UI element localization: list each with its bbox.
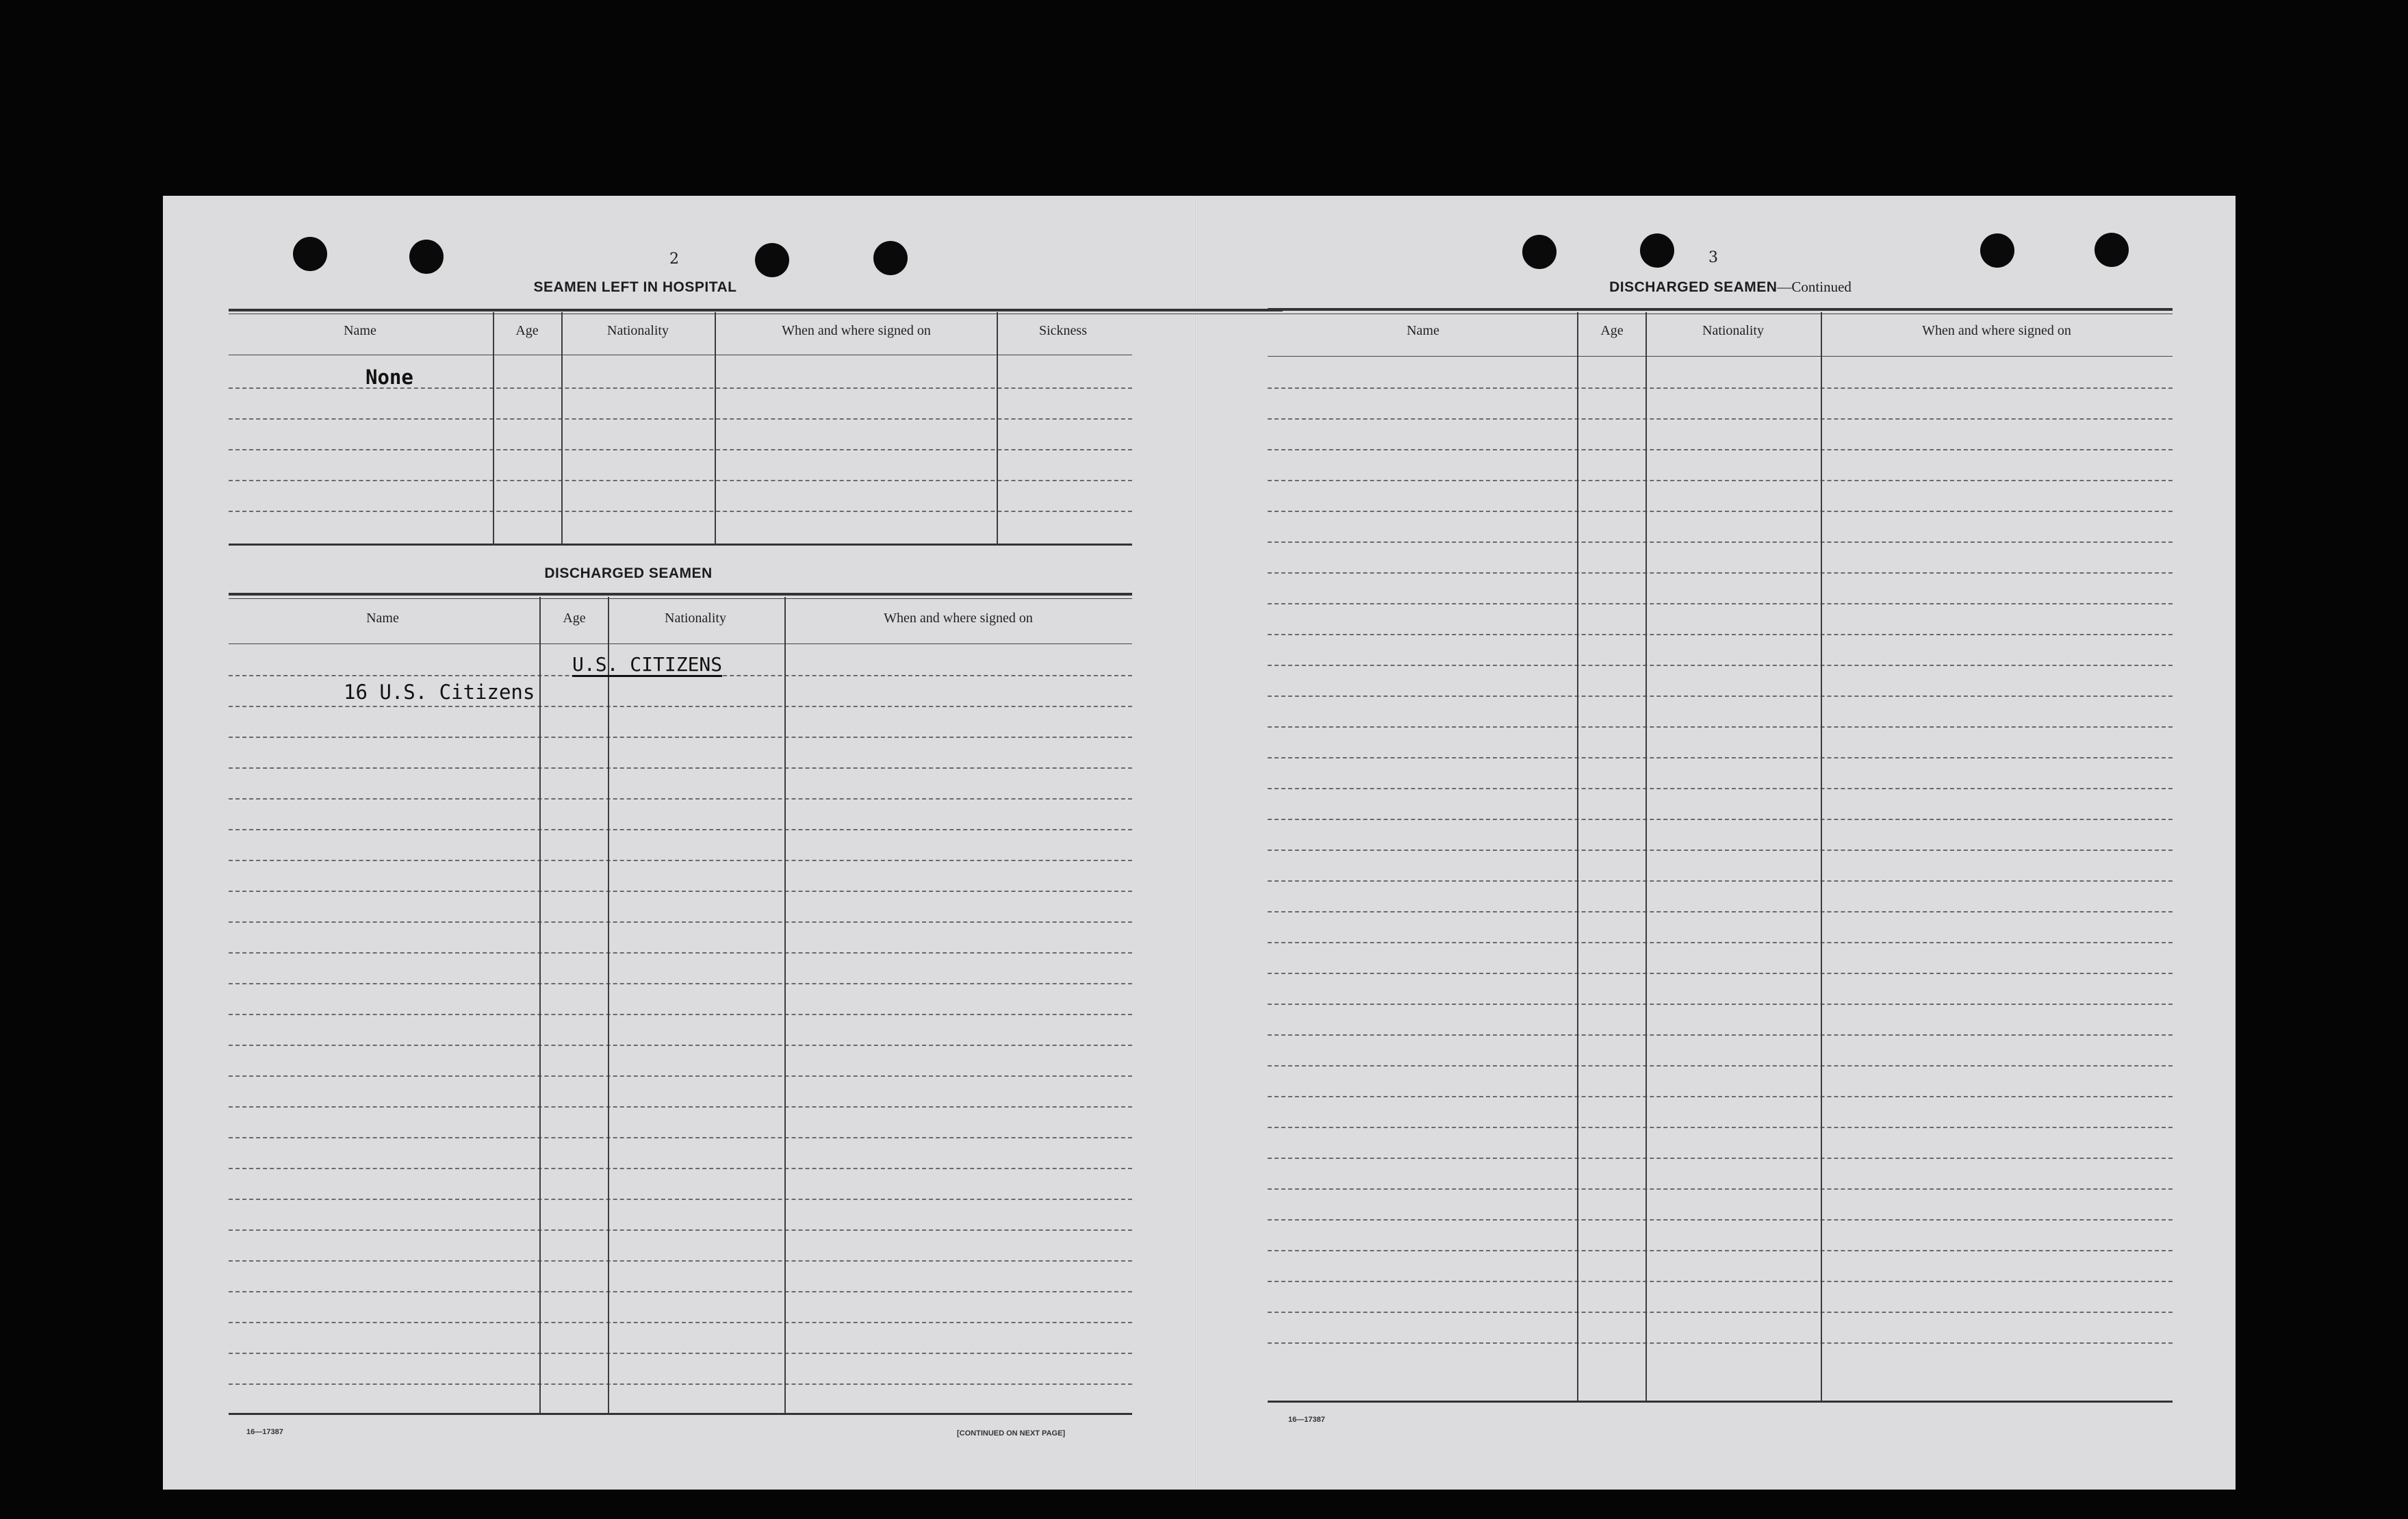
row-line bbox=[229, 829, 1132, 830]
ledger-sheet bbox=[163, 196, 2236, 1490]
header-underline bbox=[1268, 356, 2173, 357]
row-line bbox=[1268, 665, 2173, 666]
col-header-nationality: Nationality bbox=[665, 611, 726, 626]
page-fold bbox=[1195, 196, 1198, 1490]
row-line bbox=[229, 983, 1132, 984]
punch-hole bbox=[1980, 233, 2014, 268]
row-line bbox=[1268, 757, 2173, 758]
punch-hole bbox=[409, 240, 444, 274]
row-line bbox=[1268, 1188, 2173, 1190]
punch-hole bbox=[293, 237, 327, 271]
column-divider bbox=[715, 312, 716, 545]
punch-hole bbox=[1640, 233, 1674, 268]
title-suffix: —Continued bbox=[1777, 279, 1852, 295]
row-line bbox=[229, 1014, 1132, 1015]
header-underline bbox=[229, 643, 1132, 644]
row-line bbox=[229, 706, 1132, 707]
row-line bbox=[229, 860, 1132, 861]
row-line bbox=[1268, 541, 2173, 543]
discharged-continued-title bbox=[1518, 279, 1943, 296]
punch-hole bbox=[1522, 235, 1557, 269]
row-line bbox=[1268, 1158, 2173, 1159]
row-line bbox=[1268, 387, 2173, 389]
row-line bbox=[1268, 1219, 2173, 1221]
row-line bbox=[1268, 1312, 2173, 1313]
row-line bbox=[1268, 634, 2173, 635]
table-top-rule bbox=[229, 593, 1132, 596]
row-line bbox=[229, 1353, 1132, 1354]
row-line bbox=[1268, 1004, 2173, 1005]
column-divider bbox=[561, 312, 563, 545]
column-divider bbox=[493, 312, 494, 545]
row-line bbox=[1268, 695, 2173, 697]
table-top-rule bbox=[1268, 308, 2173, 311]
row-line bbox=[1268, 1342, 2173, 1344]
row-line bbox=[1268, 603, 2173, 604]
column-divider bbox=[539, 597, 541, 1413]
table-rule bbox=[229, 598, 1132, 599]
column-divider bbox=[997, 312, 998, 545]
row-line bbox=[1268, 480, 2173, 481]
row-line bbox=[1268, 418, 2173, 420]
row-line bbox=[1268, 788, 2173, 789]
col-header-age: Age bbox=[1600, 323, 1624, 338]
column-divider bbox=[1645, 312, 1647, 1401]
row-line bbox=[1268, 511, 2173, 512]
col-header-name: Name bbox=[1407, 323, 1439, 338]
col-header-signed-on: When and where signed on bbox=[884, 611, 1033, 626]
page-number: 2 bbox=[669, 251, 679, 268]
row-line bbox=[1268, 449, 2173, 450]
table-top-rule bbox=[229, 309, 1283, 311]
row-line bbox=[1268, 572, 2173, 574]
row-line bbox=[229, 1106, 1132, 1108]
table-bottom-rule bbox=[229, 1413, 1132, 1415]
col-header-signed-on: When and where signed on bbox=[1922, 323, 2071, 338]
row-line bbox=[229, 1383, 1132, 1385]
form-number: 16—17387 bbox=[246, 1428, 283, 1436]
column-divider bbox=[608, 597, 609, 1413]
row-line bbox=[229, 1229, 1132, 1231]
row-line bbox=[229, 798, 1132, 800]
col-header-age: Age bbox=[563, 611, 586, 626]
row-line bbox=[229, 767, 1132, 769]
row-line bbox=[1268, 880, 2173, 882]
row-line bbox=[1268, 942, 2173, 943]
row-line bbox=[229, 1137, 1132, 1138]
hospital-section-title: SEAMEN LEFT IN HOSPITAL bbox=[533, 279, 737, 295]
col-header-name: Name bbox=[344, 323, 376, 338]
row-line bbox=[1268, 1065, 2173, 1067]
column-divider bbox=[1577, 312, 1578, 1401]
row-line bbox=[1268, 850, 2173, 851]
row-line bbox=[229, 1075, 1132, 1077]
discharged-entry: 16 U.S. Citizens bbox=[344, 680, 535, 704]
row-line bbox=[229, 1291, 1132, 1292]
punch-hole bbox=[873, 241, 908, 275]
table-bottom-rule bbox=[1268, 1401, 2173, 1403]
row-line bbox=[1268, 726, 2173, 728]
col-header-signed-on: When and where signed on bbox=[782, 323, 931, 338]
row-line bbox=[229, 1260, 1132, 1262]
discharged-section-title: DISCHARGED SEAMEN bbox=[544, 565, 713, 581]
row-line bbox=[1268, 1034, 2173, 1036]
punch-hole bbox=[2095, 233, 2129, 267]
row-line bbox=[1268, 973, 2173, 974]
row-line bbox=[229, 952, 1132, 954]
row-line bbox=[229, 737, 1132, 738]
row-line bbox=[229, 1045, 1132, 1046]
row-line bbox=[229, 1168, 1132, 1169]
row-line bbox=[229, 921, 1132, 923]
form-number: 16—17387 bbox=[1288, 1416, 1325, 1424]
col-header-sickness: Sickness bbox=[1039, 323, 1087, 338]
hospital-entry: None bbox=[366, 366, 413, 389]
row-line bbox=[1268, 1250, 2173, 1251]
col-header-name: Name bbox=[366, 611, 399, 626]
punch-hole bbox=[755, 243, 789, 277]
col-header-nationality: Nationality bbox=[607, 323, 669, 338]
nationality-heading-entry: U.S. CITIZENS bbox=[572, 653, 723, 676]
row-line bbox=[1268, 1127, 2173, 1128]
row-line bbox=[1268, 1096, 2173, 1097]
column-divider bbox=[784, 597, 786, 1413]
column-divider bbox=[1821, 312, 1822, 1401]
continued-note: [CONTINUED ON NEXT PAGE] bbox=[957, 1429, 1066, 1438]
col-header-age: Age bbox=[515, 323, 539, 338]
page-number: 3 bbox=[1708, 249, 1718, 266]
row-line bbox=[229, 1199, 1132, 1200]
col-header-nationality: Nationality bbox=[1702, 323, 1764, 338]
row-line bbox=[1268, 911, 2173, 912]
row-line bbox=[229, 891, 1132, 892]
row-line bbox=[1268, 1281, 2173, 1282]
row-line bbox=[1268, 819, 2173, 820]
row-line bbox=[229, 1322, 1132, 1323]
title-text: DISCHARGED SEAMEN bbox=[1609, 279, 1778, 295]
